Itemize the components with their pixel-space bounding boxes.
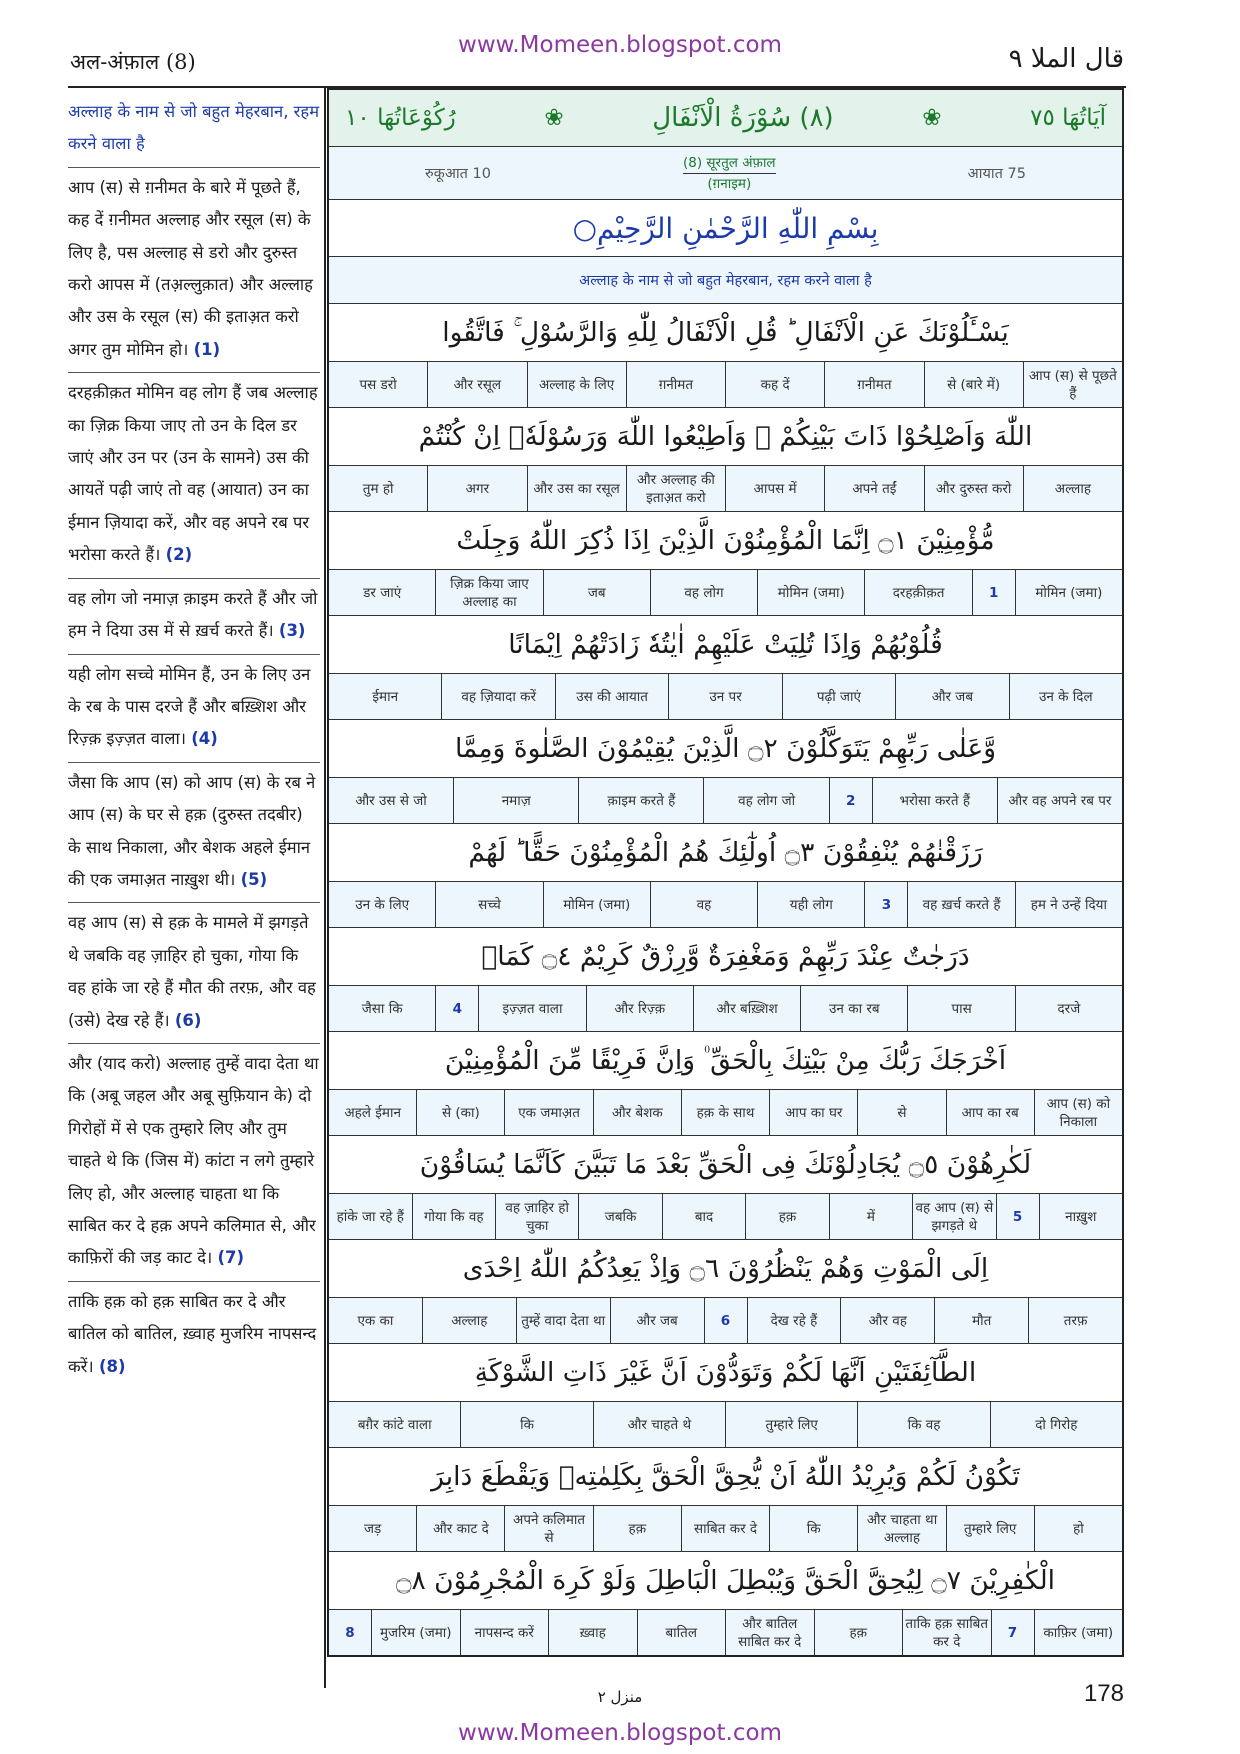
site-url-bottom: www.Momeen.blogspot.com [458, 1720, 782, 1746]
verse-number: (5) [240, 869, 268, 889]
word-meaning-cell: वह ज़ाहिर हो चुका [495, 1194, 578, 1239]
word-meaning-cell: मुजरिम (जमा) [371, 1610, 460, 1655]
word-meaning-row [329, 882, 1122, 928]
arabic-verse-line: لَكٰرِهُوْنَ ۝٥ يُجَادِلُوْنَكَ فِى الْحَقِّ بَعْدَ مَا تَبَيَّنَ كَاَنَّمَا يُسَاقُوْنَ [329, 1136, 1122, 1194]
word-meaning-cell: और काट दे [416, 1506, 504, 1551]
word-meaning-cell: अगर [427, 466, 526, 511]
word-meaning-cell: एक का [357, 1312, 394, 1329]
word-meaning-row [329, 362, 1122, 408]
word-meaning-cell: काफ़िर (जमा) [1034, 1610, 1123, 1655]
word-meaning-cell: से (बारे में) [924, 362, 1023, 407]
arabic-verse-line: اَخْرَجَكَ رَبُّكَ مِنْ بَيْتِكَ بِالْحَقِّ ۠ وَاِنَّ فَرِيْقًا مِّنَ الْمُؤْمِنِيْنَ [329, 1032, 1122, 1090]
word-meaning-cell: और रसूल [427, 362, 526, 407]
word-meaning-cell: ईमान [372, 688, 399, 705]
arabic-verse-line: قُلُوْبُهُمْ وَاِذَا تُلِيَتْ عَلَيْهِمْ اٰيٰتُهٗ زَادَتْهُمْ اِيْمَانًا [329, 616, 1122, 674]
info-surah-name: (8) सूरतुल अंफ़ाल [683, 153, 776, 174]
surah-title-row [329, 90, 1122, 147]
word-meaning-cell: तुम्हारे लिए [725, 1402, 857, 1447]
word-meaning-cell: और उस का रसूल [527, 466, 626, 511]
word-meaning-cell: वह ख़र्च करते हैं [907, 882, 1014, 927]
word-meaning-cell: ग़नीमत [824, 362, 923, 407]
flower-ornament-icon: ❀ [544, 105, 564, 131]
word-meaning-cell: और रिज़्क़ [586, 986, 693, 1031]
word-meaning-cell: साबित कर दे [681, 1506, 769, 1551]
word-meaning-cell: इज़्ज़त वाला [478, 986, 585, 1031]
column-divider [324, 88, 326, 1688]
info-ruku: रुकूआत 10 [425, 166, 491, 182]
verse-number: (6) [174, 1010, 202, 1030]
translation-text: ताकि हक़ को हक़ साबित कर दे और बातिल को बातिल, ख़्वाह मुजरिम नापसन्द करें। [68, 1291, 317, 1376]
word-meaning-cell: मोमिन (जमा) [543, 882, 650, 927]
sidebar-translation-block [68, 1044, 320, 1282]
arabic-verse-line: مُّؤْمِنِيْنَ ۝١ اِنَّمَا الْمُؤْمِنُوْنَ الَّذِيْنَ اِذَا ذُكِرَ اللّٰهُ وَجِلَتْ [329, 512, 1122, 570]
sidebar-translation-block [68, 763, 320, 904]
verse-lines [329, 304, 1122, 1655]
word-meaning-cell: अल्लाह [422, 1298, 516, 1343]
word-meaning-cell: क़ाइम करते हैं [578, 778, 703, 823]
translation-text: यही लोग सच्चे मोमिन हैं, उन के लिए उन के रब के पास दरजे हैं और बख़्शिश और रिज़्क़ इज़्ज़त वाला। [68, 664, 311, 749]
word-meaning-cell: तरफ़ [1028, 1298, 1122, 1343]
arabic-verse-line: اللّٰهَ وَاَصْلِحُوْا ذَاتَ بَيْنِكُمْ ۠ وَاَطِيْعُوا اللّٰهَ وَرَسُوْلَهٗۤ اِنْ كُنْتُمْ [329, 408, 1122, 466]
word-meaning-cell: और चाहता था अल्लाह [857, 1506, 945, 1551]
arabic-verse-line: الْكٰفِرِيْنَ ۝٧ لِيُحِقَّ الْحَقَّ وَيُبْطِلَ الْبَاطِلَ وَلَوْ كَرِهَ الْمُجْرِمُوْنَ ۝٨ [329, 1552, 1122, 1610]
surah-info-row [329, 147, 1122, 200]
word-meaning-cell: अपने तईं [824, 466, 923, 511]
word-meaning-cell: और बातिल साबित कर दे [725, 1610, 814, 1655]
arabic-verse-line: وَّعَلٰى رَبِّهِمْ يَتَوَكَّلُوْنَ ۝٢ الَّذِيْنَ يُقِيْمُوْنَ الصَّلٰوةَ وَمِمَّا [329, 720, 1122, 778]
sidebar-translation-block [68, 579, 320, 655]
word-meaning-cell: और वह अपने रब पर [997, 778, 1122, 823]
arabic-verse-line: رَزَقْنٰهُمْ يُنْفِقُوْنَ ۝٣ اُولٰٓئِكَ هُمُ الْمُؤْمِنُوْنَ حَقًّا ؕ لَهُمْ [329, 824, 1122, 882]
word-meaning-row [329, 1194, 1122, 1240]
verse-number: (3) [278, 621, 306, 641]
word-meaning-cell: तुम हो [362, 480, 394, 497]
sidebar-translation-block [68, 1282, 320, 1389]
translation-text: दरहक़ीक़त मोमिन वह लोग हैं जब अल्लाह का ज़िक्र किया जाए तो उन के दिल डर जाएं और उन पर (उन के सामने) उस की आयतें पढ़ी जाएं तो वह (आयात) उन का ईमान ज़ियादा करें, और वह अपने रब पर भरोसा करते हैं। [68, 383, 318, 565]
word-meaning-row [329, 1610, 1122, 1655]
word-meaning-row [329, 1090, 1122, 1136]
arabic-verse-line: يَسْـَٔلُوْنَكَ عَنِ الْاَنْفَالِ ؕ قُلِ الْاَنْفَالُ لِلّٰهِ وَالرَّسُوْلِ ۚ فَاتَّقُوا [329, 304, 1122, 362]
word-meaning-cell: और उस से जो [355, 792, 427, 809]
word-meaning-cell: जैसा कि [361, 1000, 403, 1017]
word-meaning-cell: अपने कलिमात से [504, 1506, 592, 1551]
word-meaning-cell: और बख़्शिश [693, 986, 800, 1031]
word-meaning-cell: बग़ैर कांटे वाला [357, 1416, 432, 1433]
word-meaning-cell: आपस में [725, 466, 824, 511]
word-meaning-cell: मोमिन (जमा) [757, 570, 864, 615]
sidebar-translation-block [68, 373, 320, 578]
word-meaning-cell: देख रहे हैं [747, 1298, 841, 1343]
word-meaning-cell: मौत [934, 1298, 1028, 1343]
word-meaning-cell: दो गिरोह [990, 1402, 1122, 1447]
bismillah-translation: अल्लाह के नाम से जो बहुत मेहरबान, रहम करने वाला है [329, 257, 1122, 304]
word-meaning-cell: मोमिन (जमा) [1015, 570, 1122, 615]
word-meaning-cell: पास [907, 986, 1014, 1031]
word-meaning-cell: नमाज़ [453, 778, 578, 823]
arabic-verse-line: الطَّآئِفَتَيْنِ اَنَّهَا لَكُمْ وَتَوَدُّوْنَ اَنَّ غَيْرَ ذَاتِ الشَّوْكَةِ [329, 1344, 1122, 1402]
sidebar-translation-block [68, 92, 320, 168]
word-meaning-cell: कह दें [725, 362, 824, 407]
surah-title: (٨) سُوْرَةُ الْاَنْفَالِ [652, 103, 834, 133]
word-meaning-cell: यही लोग [757, 882, 864, 927]
bismillah: بِسْمِ اللّٰهِ الرَّحْمٰنِ الرَّحِيْمِ○ [329, 200, 1122, 257]
word-meaning-cell: हक़ [745, 1194, 828, 1239]
ruku-count: رُكُوْعَاتُهَا ١٠ [345, 105, 456, 131]
word-meaning-cell: और अल्लाह की इताअ़त करो [626, 466, 725, 511]
word-meaning-cell: दरजे [1015, 986, 1122, 1031]
word-meaning-cell: हो [1034, 1506, 1122, 1551]
translation-text: आप (स) से ग़नीमत के बारे में पूछते हैं, कह दें ग़नीमत अल्लाह और रसूल (स) के लिए है, पस अल्लाह से डरो और दुरुस्त करो आपस में (तअ़ल्लुक़ात) और अल्लाह और उस के रसूल (स) की इताअ़त करो अगर तुम मोमिन हो। [68, 177, 313, 359]
word-meaning-cell: और दुरुस्त करो [924, 466, 1023, 511]
word-meaning-cell: जबकि [578, 1194, 661, 1239]
word-meaning-cell: 4 [435, 986, 478, 1031]
word-meaning-cell: उस की आयात [555, 674, 668, 719]
word-meaning-cell: ग़नीमत [626, 362, 725, 407]
word-meaning-cell: आप का रब [946, 1090, 1034, 1135]
info-ayat: आयात 75 [967, 166, 1026, 182]
word-meaning-cell: तुम्हें वादा देता था [516, 1298, 610, 1343]
translation-text: वह लोग जो नमाज़ क़ाइम करते हैं और जो हम ने दिया उस में से ख़र्च करते हैं। [68, 588, 318, 641]
word-meaning-cell: जड़ [364, 1520, 382, 1537]
word-meaning-cell: वह आप (स) से झगड़ते थे [912, 1194, 995, 1239]
word-meaning-cell: आप (स) से पूछते हैं [1023, 362, 1122, 407]
word-meaning-row [329, 1298, 1122, 1344]
word-meaning-cell: आप (स) को निकाला [1034, 1090, 1122, 1135]
word-meaning-cell: हक़ के साथ [681, 1090, 769, 1135]
verse-number: (8) [98, 1356, 126, 1376]
word-meaning-cell: 5 [996, 1194, 1039, 1239]
translation-text: वह आप (स) से हक़ के मामले में झगड़ते थे जबकि वह ज़ाहिर हो चुका, गोया कि वह हांके जा रहे हैं मौत की तरफ़, और वह (उसे) देख रहे हैं। [68, 913, 316, 1030]
translation-text: अल्लाह के नाम से जो बहुत मेहरबान, रहम करने वाला है [68, 102, 320, 154]
word-by-word-panel [327, 88, 1124, 1657]
word-meaning-row [329, 1402, 1122, 1448]
word-meaning-cell: दरहक़ीक़त [864, 570, 971, 615]
word-meaning-cell: ख़्वाह [548, 1610, 637, 1655]
word-meaning-cell: और चाहते थे [593, 1402, 725, 1447]
word-meaning-cell: एक जमाअ़त [504, 1090, 592, 1135]
arabic-verse-line: اِلَى الْمَوْتِ وَهُمْ يَنْظُرُوْنَ ۝٦ وَاِذْ يَعِدُكُمُ اللّٰهُ اِحْدَى [329, 1240, 1122, 1298]
word-meaning-cell: वह [650, 882, 757, 927]
juz-running-title: قال الملا ٩ [1008, 44, 1124, 74]
word-meaning-cell: हांके जा रहे हैं [336, 1208, 404, 1225]
word-meaning-cell: कि [460, 1402, 592, 1447]
word-meaning-cell: कि वह [857, 1402, 989, 1447]
word-meaning-row [329, 674, 1122, 720]
word-meaning-cell: 2 [829, 778, 872, 823]
word-meaning-cell: बाद [662, 1194, 745, 1239]
word-meaning-cell: हम ने उन्हें दिया [1015, 882, 1122, 927]
word-meaning-cell: 8 [345, 1624, 355, 1641]
word-meaning-cell: पढ़ी जाएं [782, 674, 895, 719]
word-meaning-cell: बातिल [637, 1610, 726, 1655]
word-meaning-cell: आप का घर [769, 1090, 857, 1135]
word-meaning-cell: पस डरो [359, 376, 397, 393]
word-meaning-cell: जब [543, 570, 650, 615]
word-meaning-cell: और जब [895, 674, 1008, 719]
page-number: 178 [1083, 1680, 1124, 1707]
word-meaning-row [329, 466, 1122, 512]
word-meaning-cell: अल्लाह [1023, 466, 1122, 511]
word-meaning-cell: उन के दिल [1009, 674, 1122, 719]
word-meaning-row [329, 570, 1122, 616]
word-meaning-cell: नाख़ुश [1039, 1194, 1122, 1239]
verse-number: (2) [165, 545, 193, 565]
word-meaning-cell: तुम्हारे लिए [946, 1506, 1034, 1551]
word-meaning-cell: भरोसा करते हैं [872, 778, 997, 823]
info-surah-sub: (ग़नाइम) [707, 175, 752, 192]
word-meaning-cell: सच्चे [435, 882, 542, 927]
flower-ornament-icon: ❀ [922, 105, 942, 131]
word-meaning-cell: हक़ [814, 1610, 903, 1655]
verse-number: (1) [193, 339, 221, 359]
verse-number: (4) [191, 729, 218, 749]
sidebar-translation-block [68, 903, 320, 1044]
word-meaning-row [329, 778, 1122, 824]
word-meaning-cell: ज़िक्र किया जाए अल्लाह का [435, 570, 542, 615]
translation-sidebar [68, 92, 320, 1685]
word-meaning-cell: कि [769, 1506, 857, 1551]
surah-running-title: अल-अंफ़ाल (8) [70, 50, 196, 74]
word-meaning-cell: 7 [991, 1610, 1034, 1655]
word-meaning-cell: और वह [840, 1298, 934, 1343]
word-meaning-row [329, 1506, 1122, 1552]
word-meaning-cell: उन के लिए [355, 896, 410, 913]
word-meaning-cell: उन पर [668, 674, 781, 719]
sidebar-translation-block [68, 168, 320, 373]
word-meaning-cell: से [857, 1090, 945, 1135]
verse-number: (7) [217, 1248, 245, 1268]
word-meaning-cell: अहले ईमान [344, 1104, 401, 1121]
info-surah [683, 153, 776, 194]
manzil-marker: منزل ٢ [597, 1688, 643, 1706]
arabic-verse-line: دَرَجٰتٌ عِنْدَ رَبِّهِمْ وَمَغْفِرَةٌ وَّرِزْقٌ كَرِيْمٌ ۝٤ كَمَاۤ [329, 928, 1122, 986]
word-meaning-cell: वह लोग [650, 570, 757, 615]
word-meaning-cell: 3 [864, 882, 907, 927]
word-meaning-cell: ताकि हक़ साबित कर दे [902, 1610, 991, 1655]
word-meaning-cell: डर जाएं [363, 584, 402, 601]
word-meaning-cell: से (का) [416, 1090, 504, 1135]
word-meaning-cell: 1 [972, 570, 1015, 615]
arabic-verse-line: تَكُوْنُ لَكُمْ وَيُرِيْدُ اللّٰهُ اَنْ يُّحِقَّ الْحَقَّ بِكَلِمٰتِهٖ وَيَقْطَعَ دَابِرَ [329, 1448, 1122, 1506]
word-meaning-cell: और जब [610, 1298, 704, 1343]
word-meaning-cell: हक़ [593, 1506, 681, 1551]
word-meaning-cell: उन का रब [800, 986, 907, 1031]
word-meaning-cell: वह ज़ियादा करें [441, 674, 554, 719]
word-meaning-cell: में [829, 1194, 912, 1239]
translation-text: जैसा कि आप (स) को आप (स) के रब ने आप (स) के घर से हक़ (दुरुस्त तदबीर) के साथ निकाला, और बेशक अहले ईमान की एक जमाअ़त नाख़ुश थी। [68, 772, 316, 889]
site-url-top: www.Momeen.blogspot.com [458, 32, 782, 58]
word-meaning-cell: गोया कि वह [412, 1194, 495, 1239]
word-meaning-row [329, 986, 1122, 1032]
word-meaning-cell: नापसन्द करें [460, 1610, 549, 1655]
word-meaning-cell: अल्लाह के लिए [527, 362, 626, 407]
word-meaning-cell: 6 [704, 1298, 747, 1343]
word-meaning-cell: वह लोग जो [703, 778, 828, 823]
ayat-count: آيَاتُهَا ٧٥ [1030, 105, 1106, 131]
word-meaning-cell: और बेशक [593, 1090, 681, 1135]
sidebar-translation-block [68, 655, 320, 763]
translation-text: और (याद करो) अल्लाह तुम्हें वादा देता था कि (अबू जहल और अबू सुफ़ियान के) दो गिरोहों में से एक तुम्हारे लिए और तुम चाहते थे कि (जिस में) कांटा न लगे तुम्हारे लिए हो, और अल्लाह चाहता था कि साबित कर दे हक़ अपने कलिमात से, और काफ़िरों की जड़ काट दे। [68, 1053, 319, 1268]
